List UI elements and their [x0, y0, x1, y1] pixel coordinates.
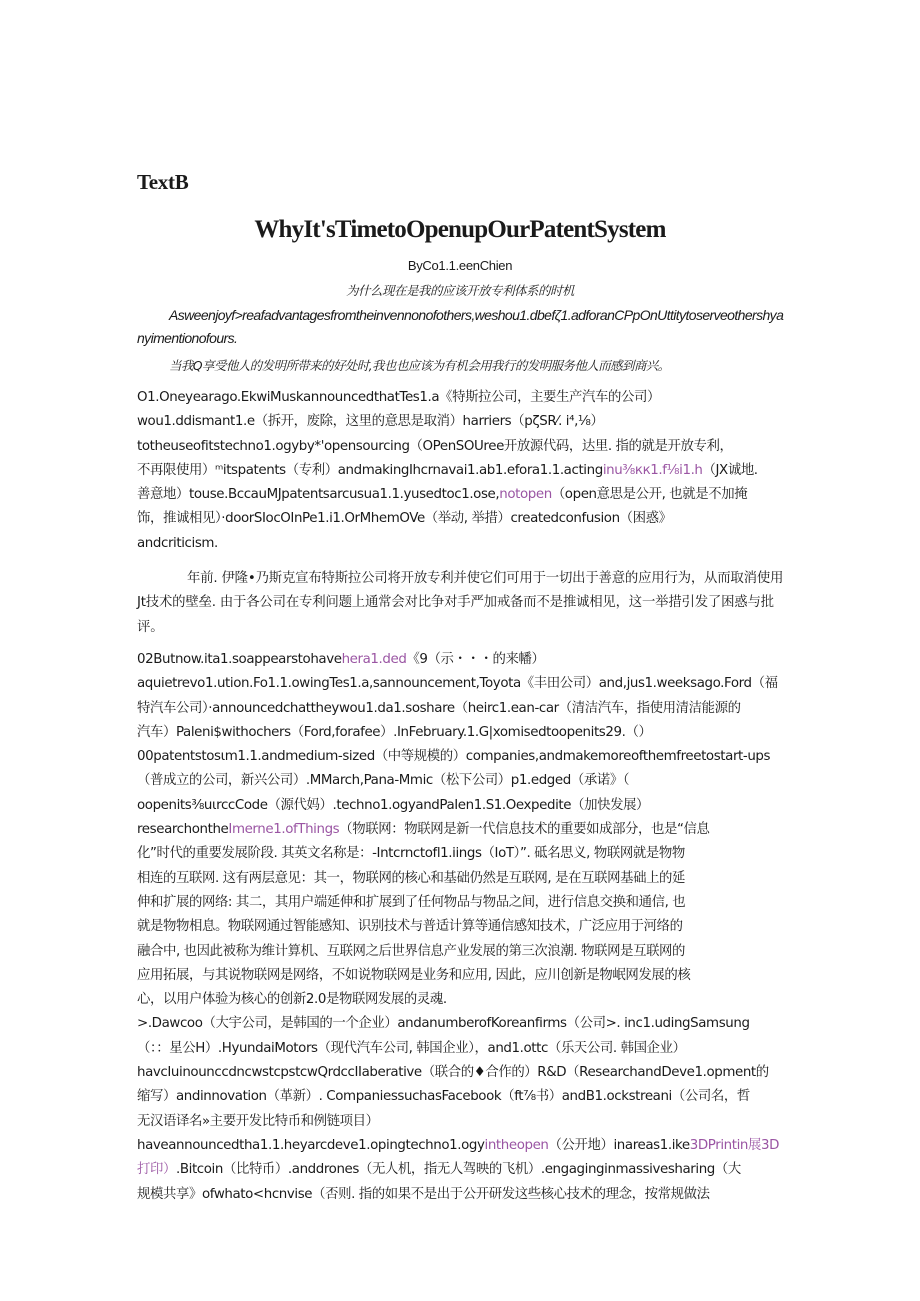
- hyperlink[interactable]: intheopen: [484, 1137, 549, 1153]
- section-label: TextB: [137, 170, 189, 194]
- text-line: [137, 648, 787, 672]
- text-span: （公开地）inareas1.ike: [548, 1137, 690, 1153]
- hyperlink[interactable]: Imerne1.ofThings: [228, 822, 340, 838]
- text-line: 饰，推诚相见）·doorSIocOInPe1.i1.OrMhemOVe（举动, 举措）createdconfusion（困惑》: [137, 511, 672, 527]
- text-line: aquietrevo1.ution.Fo1.1.owingTes1.a,sannouncement,Toyota《丰田公司）and,jus1.weeksago.Ford（福: [137, 676, 778, 692]
- text-line: 化”时代的重要发展阶段. 其英文名称是：-Intcrnctofl1.iings（IoT）”. 砥名思义, 物联网就是物物: [137, 846, 685, 862]
- text-line: O1.Oneyearago.EkwiMuskannouncedthatTes1.a《特斯拉公司，主要生产汽车的公司）: [137, 390, 660, 405]
- text-line: 伸和扩展的网络: 其二，其用户端延伸和扩展到了任何物品与物品之间，进行信息交换和通信, 也: [137, 894, 686, 910]
- paragraph-1-annotated: [137, 386, 787, 556]
- text-line: 心，以用户体验为核心的创新2.0是物联网发展的灵魂.: [137, 992, 447, 1008]
- paragraph-1-translation: 年前. 伊隆•乃斯克宣布特斯拉公司将开放专利并使它们可用于一切出于善意的应用行为，从而取消使用Jt技术的壁垒. 由于各公司在专利问题上通常会对比争对手严加戒备而不是推诚相见，这一举措引发了困惑与批评。: [137, 571, 784, 635]
- text-line: [137, 483, 787, 507]
- text-line: 汽车）Paleni$withochers（Ford,forafee）.InFebruary.1.G|xomisedtoopenits29.（）: [137, 724, 652, 740]
- text-line: [137, 1158, 787, 1182]
- text-line: wou1.ddismant1.e（拆开，废除，这里的意思是取消）harriers（pζSR⁄. i⁴,⅛）: [137, 414, 604, 430]
- text-line: >.Dawcoo（大宇公司，是韩国的一个企业）andanumberofKoreanfirms（公司>. inc1.udingSamsung: [137, 1016, 750, 1032]
- text-line: 无汉语译名»主要开发比特币和例链项目）: [137, 1113, 379, 1129]
- hyperlink[interactable]: notopen: [499, 487, 552, 503]
- paragraph-2-annotated: [137, 648, 787, 1207]
- text-span: （JX诚地.: [702, 462, 758, 478]
- text-span: （open意思是公开, 也就是不加掩: [551, 487, 748, 503]
- hyperlink[interactable]: hera1.ded: [341, 652, 407, 667]
- text-line: （：：星公H）.HyundaiMotors（现代汽车公司, 韩国企业），and1.ottc（乐天公司. 韩国企业）: [137, 1040, 686, 1056]
- article-title: WhyIt'sTimetoOpenupOurPatentSystem: [254, 216, 666, 243]
- title-translation: 为什么现在是我的应该开放专利体系的时机: [345, 283, 574, 298]
- epigraph-quote: Asweenjoyf>reafadvantagesfromtheinvennonofothers,weshou1.dbefζ1.adforanCPpOnUttitytoserveothershyanyimentionofours.: [137, 307, 784, 346]
- text-span: 善意地）touse.BccauMJpatentsarcusua1.1.yusedtoc1.ose,: [137, 487, 500, 503]
- hyperlink[interactable]: 打印）: [137, 1162, 176, 1178]
- text-span: 02Butnow.ita1.soappearstohave: [137, 652, 342, 667]
- text-line: totheuseofitstechno1.ogyby*'opensourcing（OPenSOUree开放源代码，达里. 指的就是开放专利，: [137, 438, 733, 454]
- text-line: 应用拓展，与其说物联网是网络，不如说物联网是业务和应用, 因此，应川创新是物岷网发展的核: [137, 967, 691, 983]
- text-line: oopenits⅜uιrccCode（源代妈）.techno1.ogyandPaIen1.S1.Oexpedite（加快发展）: [137, 797, 650, 813]
- hyperlink[interactable]: 3DPrintin展3D: [689, 1137, 780, 1153]
- text-line: 就是物物相息。物联网通过智能感知、识别技术与普适计算等通信感知技术，广泛应用于河络的: [137, 919, 683, 935]
- text-line: [137, 1134, 787, 1158]
- text-line: 00patentstosιm1.1.andmedium-sized（中等规模的）companies,andmakemoreofthemfreetostart-ups: [137, 749, 771, 765]
- text-span: researchonthe: [137, 822, 229, 838]
- text-line: 相连的互联网. 这有两层意见：其一，物联网的核心和基础仍然是互联网, 是在互联网基础上的延: [137, 870, 686, 886]
- text-span: （物联网：物联网是新一代信息技术的重要如成部分，也是“信息: [339, 822, 710, 838]
- text-line: andcriticism.: [137, 535, 218, 551]
- text-line: 缩写）andinnovation（革新）. CompaniessuchasFacebook（ft⅞书）andB1.ockstreani（公司名，哲: [137, 1089, 750, 1105]
- text-line: 特汽车公司）·announcedchattheywou1.da1.soshare（heirc1.ean-car（清洁汽车，指使用清洁能源的: [137, 700, 741, 716]
- text-line: [137, 459, 787, 483]
- text-line: 规模共享》ofwhato<hcnvise（否则. 指的如果不是出于公开研发这些核心技术的理念，按常规做法: [137, 1186, 710, 1202]
- text-line: （普成立的公司，新兴公司）.MMarch,Pana-Mmic（松下公司）p1.edged（承诺》（: [137, 773, 630, 789]
- hyperlink[interactable]: inu⅜кк1.f⅛i1.h: [602, 462, 703, 478]
- text-line: havcIuinounccdncwstcpstcwQrdccIIaberative（联合的♦合作的）R&D（ResearchandDeve1.opment的: [137, 1065, 769, 1081]
- text-span: 《9（示・・・的来幡）: [406, 652, 545, 667]
- text-span: .Bitcoin（比特币）.anddrones（无人机，指无人驾映的飞机）.engaginginmassivesharing（大: [175, 1162, 741, 1178]
- text-line: 融合中, 也因此被称为维计算机、互联网之后世界信息产业发展的第三次浪潮. 物联网是互联网的: [137, 943, 686, 959]
- epigraph-translation: 当我Q享受他人的发明所带来的好处时,我也也应该为有机会用我行的发明服务他人而感到商兴。: [169, 358, 670, 373]
- text-span: haveannouncedtha1.1.heyarcdeve1.opingtechno1.ogy: [137, 1137, 485, 1153]
- byline: ByCo1.1.eenChien: [407, 258, 513, 273]
- text-span: 不再限使用）ᵐitspatents（专利）andmakingIhcrnavai1.ab1.efora1.1.acting: [137, 462, 603, 478]
- text-line: [137, 818, 787, 842]
